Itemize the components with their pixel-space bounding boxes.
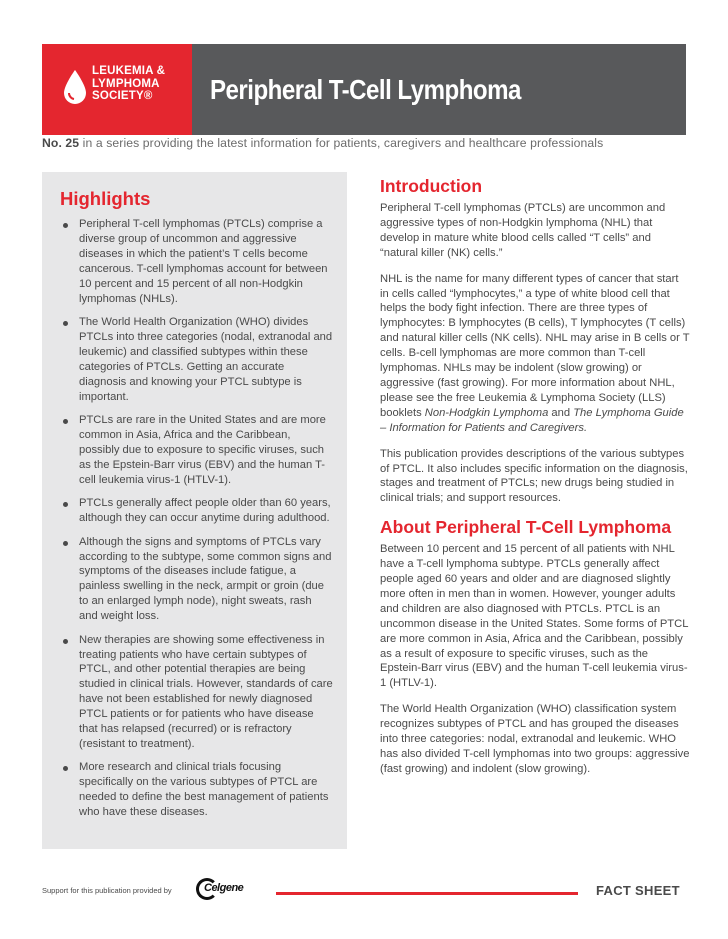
highlights-title: Highlights [60, 188, 151, 209]
highlight-item: PTCLs are rare in the United States and are more common in Asia, Africa and the Caribbean, possibly due to exposure to specific viruses, such as the Epstein-Barr virus (EBV) and the human T-cell leukemia virus-1 (HTLV-1). [60, 413, 333, 488]
footer [0, 880, 728, 910]
highlight-item: More research and clinical trials focusing specifically on the various subtypes of PTCL are needed to define the best management of patients who have these diseases. [60, 760, 333, 820]
logo-line: SOCIETY® [92, 90, 153, 102]
sponsor-name: Celgene [204, 882, 244, 894]
introduction-paragraph: This publication provides descriptions of the various subtypes of PTCL. It also includes specific information on the diagnosis, stages and treatment of PTCLs; new drugs being studied in clinical trials; and support resources. [380, 447, 688, 505]
series-line [42, 136, 603, 150]
fact-sheet-label: FACT SHEET [596, 883, 680, 898]
logo-line: LYMPHOMA [92, 77, 160, 90]
highlight-item: New therapies are showing some effectiveness in treating patients who have certain subtypes of PTCL, and other potential therapies are being studied in clinical trials. However, standards of care have not been established for newly diagnosed PTCL patients or for patients who have disease that has relapsed (recurred) or is refractory (resistant to treatment). [60, 633, 333, 752]
about-heading: About Peripheral T-Cell Lymphoma [380, 517, 672, 538]
highlight-item: Although the signs and symptoms of PTCLs vary according to the subtype, some common signs and symptoms of the diseases include fatigue, a painless swelling in the neck, armpit or groin (due to an enlarged lymph node), night sweats, rash and weight loss. [60, 535, 333, 624]
introduction-heading: Introduction [380, 176, 483, 196]
highlights-list [60, 217, 333, 820]
support-credit: Support for this publication provided by [42, 886, 172, 895]
about-paragraph: Between 10 percent and 15 percent of all patients with NHL have a T-cell lymphoma subtype. PTCLs generally affect people aged 60 years and older and are diagnosed slightly more often in men than in women. However, younger adults and children are also diagnosed with PTCLs. PTCL is an uncommon disease in the United States. Some forms of PTCL are more common in Asia, Africa and the Caribbean, possibly as a result of exposure to specific viruses, such as the Epstein-Barr virus (EBV) and the human T-cell leukemia virus-1 (HTLV-1). [380, 543, 689, 690]
highlights-box [42, 172, 347, 849]
main-column [380, 176, 690, 788]
header-banner [42, 44, 686, 135]
highlight-item: PTCLs generally affect people older than 60 years, although they can occur anytime during adulthood. [60, 496, 333, 526]
series-text: in a series providing the latest information for patients, caregivers and healthcare professionals [79, 136, 604, 150]
lls-logo [42, 44, 192, 135]
booklet-title: Non-Hodgkin Lymphoma [424, 406, 549, 419]
blood-drop-icon [62, 69, 88, 106]
highlight-item: Peripheral T-cell lymphomas (PTCLs) comprise a diverse group of uncommon and aggressive diseases in which the patient’s T cells become cancerous. T-cell lymphomas account for between 10 percent and 15 percent of all non-Hodgkin lymphomas (NHLs). [60, 217, 333, 306]
logo-wordmark [92, 65, 165, 103]
footer-divider [276, 892, 578, 895]
about-paragraph: The World Health Organization (WHO) classification system recognizes subtypes of PTCL and has grouped the diseases into three categories: nodal, extranodal and leukemic. WHO has also divided T-cell lymphomas into two groups: aggressive (fast growing) and indolent (slow growing). [380, 703, 690, 775]
introduction-paragraph [380, 272, 690, 436]
paragraph-text: NHL is the name for many different types of cancer that start in cells called “lymphocytes,” a type of white blood cell that helps the body fight infection. There are three types of lymphocytes: B lymphocytes (B cells), T lymphocytes (T cells) and natural killer cells (NK cells). NHL may arise in B cells or T cells. B-cell lymphomas are more common than T-cell lymphomas. NHLs may be indolent (slow growing) or aggressive (fast growing). For more information about NHL, please see the free Leukemia & Lymphoma Society (LLS) booklets [380, 272, 690, 419]
logo-line: LEUKEMIA & [92, 65, 166, 77]
highlight-item: The World Health Organization (WHO) divides PTCLs into three categories (nodal, extranodal and leukemic) and classified subtypes within these categories of PTCLs. Getting an accurate diagnosis and knowing your PTCL subtype is important. [60, 315, 333, 404]
document-title: Peripheral T-Cell Lymphoma [210, 73, 521, 105]
title-bar [192, 44, 686, 135]
booklet-title: The Lymphoma Guide – Information for Patients and Caregivers. [380, 406, 684, 434]
introduction-paragraph: Peripheral T-cell lymphomas (PTCLs) are uncommon and aggressive types of non-Hodgkin lymphoma (NHL) that develop in mature white blood cells called “T cells” and “natural killer (NK) cells.” [380, 202, 666, 259]
paragraph-text: and [548, 406, 574, 419]
celgene-logo [196, 876, 248, 902]
series-number: No. 25 [42, 136, 80, 150]
